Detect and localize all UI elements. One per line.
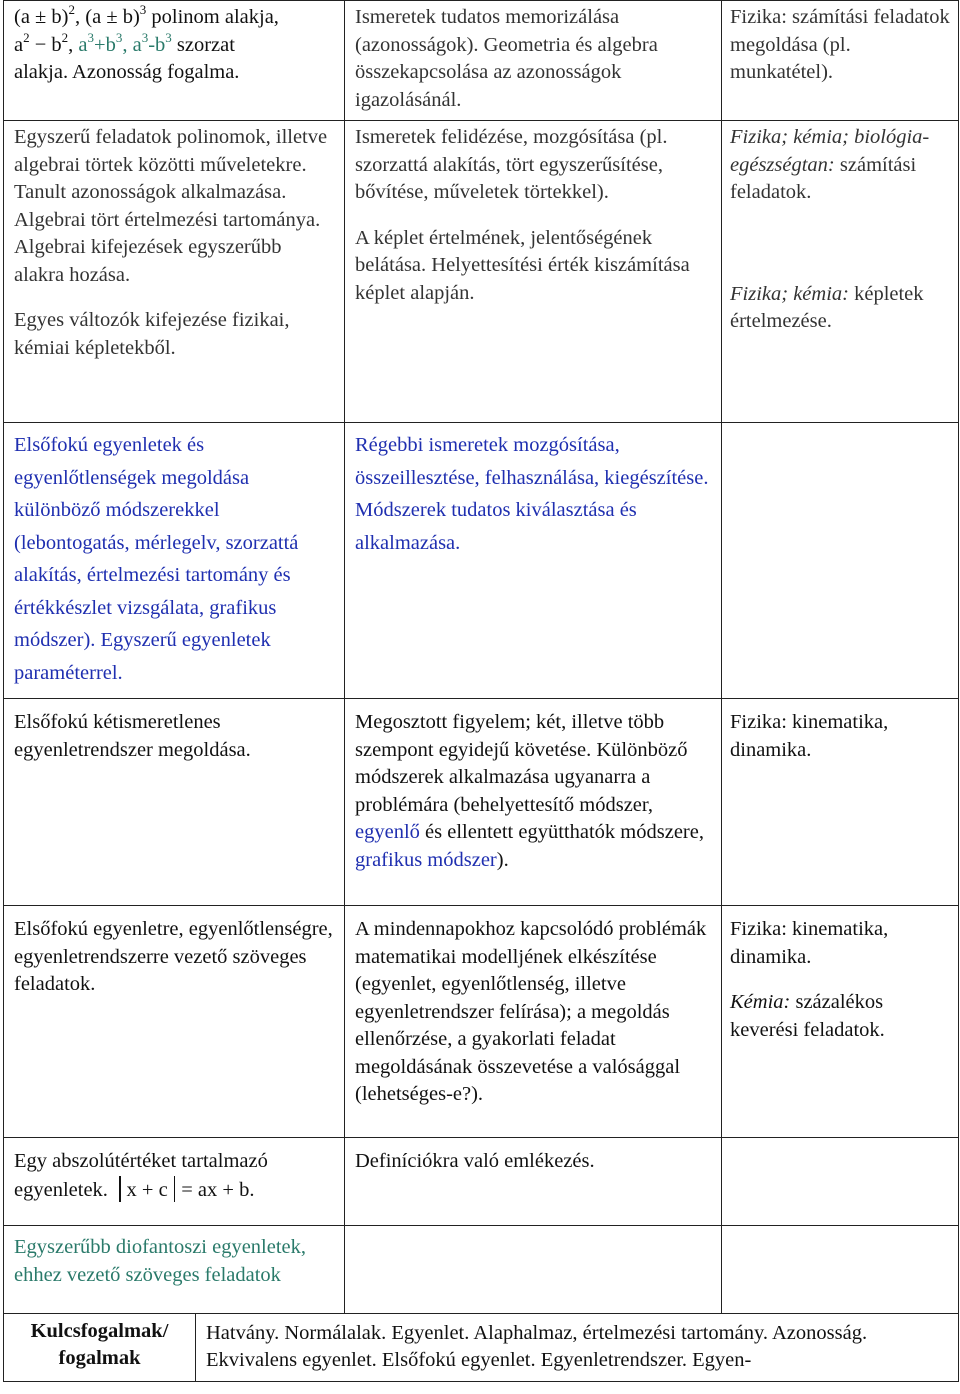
connections-paragraph: Fizika: kinematika, dinamika. bbox=[730, 918, 889, 968]
absolute-value-formula: x + c = ax + b. bbox=[113, 1179, 254, 1201]
connections-cell bbox=[722, 906, 959, 1138]
connections-cell bbox=[722, 1226, 959, 1314]
connections-cell: Fizika: számítási feladatok megoldása (pl. munkatétel). bbox=[722, 1, 959, 121]
table-row bbox=[4, 1138, 959, 1226]
topic-cell: Elsőfokú egyenletek és egyenlőtlenségek megoldása különböző módszerekkel (lebontogatás, mérlegelv, szorzattá alakítás, értelmezési tartomány és értékkészlet vizsgálata, grafikus módszer). Egyszerű egyenletek paraméterrel. bbox=[4, 423, 345, 699]
skills-paragraph: Ismeretek felidézése, mozgósítása (pl. szorzattá alakítás, tört egyszerűsítése, bővítése, műveletek törtekkel). bbox=[355, 126, 668, 203]
formula-line: $(a \pm b)^2$, $(a \pm b)^3$ polinom alakja, bbox=[14, 2, 279, 28]
skills-cell bbox=[345, 1226, 722, 1314]
connections-cell bbox=[722, 423, 959, 699]
table-row bbox=[4, 1, 959, 121]
table-row bbox=[4, 121, 959, 423]
topic-cell: Egy abszolútértéket tartalmazó egyenletek. x + c = ax + b. bbox=[4, 1138, 345, 1226]
table-row bbox=[4, 423, 959, 699]
topic-cell bbox=[4, 1, 345, 121]
connections-paragraph: Fizika; kémia: képletek értelmezése. bbox=[730, 282, 924, 332]
abs-bar-left bbox=[119, 1176, 121, 1202]
topic-cell: Elsőfokú kétismeretlenes egyenletrendszer megoldása. bbox=[4, 699, 345, 906]
topic-paragraph: Egyszerű feladatok polinomok, illetve algebrai törtek közötti műveletekre. Tanult azonosságok alkalmazása. Algebrai tört értelmezési tartománya. Algebrai kifejezések egyszerűbb alakra hozása. bbox=[14, 126, 328, 286]
topic-cell bbox=[4, 121, 345, 423]
skills-cell: Megosztott figyelem; két, illetve több szempont egyidejű követése. Különböző módszerek alkalmazása ugyanarra a problémára (behelyettesítő módszer, egyenlő és ellentett együtthatók módszere, grafikus módszer). bbox=[345, 699, 722, 906]
key-concepts-text: Hatvány. Normálalak. Egyenlet. Alaphalmaz, értelmezési tartomány. Azonosság. Ekvivalens egyenlet. Elsőfokú egyenlet. Egyenletrendszer. Egyen- bbox=[196, 1313, 959, 1381]
connections-cell bbox=[722, 1138, 959, 1226]
skills-cell: Definíciókra való emlékezés. bbox=[345, 1138, 722, 1226]
key-concepts-label: Kulcsfogalmak/ fogalmak bbox=[4, 1313, 196, 1381]
table-row bbox=[4, 699, 959, 906]
skills-cell: A mindennapokhoz kapcsolódó problémák matematikai modelljének elkészítése (egyenlet, egyenlőtlenség, illetve egyenletrendszer felírása); a megoldás ellenőrzése, a gyakorlati feladat megoldásának összevetése a valósággal (lehetséges-e?). bbox=[345, 906, 722, 1138]
table-row bbox=[4, 906, 959, 1138]
connections-paragraph: Kémia: százalékos keverési feladatok. bbox=[730, 991, 885, 1041]
skills-cell: Régebbi ismeretek mozgósítása, összeillesztése, felhasználása, kiegészítése. Módszerek tudatos kiválasztása és alkalmazása. bbox=[345, 423, 722, 699]
curriculum-table bbox=[3, 0, 959, 1314]
connections-cell bbox=[722, 121, 959, 423]
connections-paragraph: Fizika; kémia; biológia-egészségtan: számítási feladatok. bbox=[730, 126, 930, 203]
topic-paragraph: Egyes változók kifejezése fizikai, kémiai képletekből. bbox=[14, 309, 290, 359]
abs-bar-right bbox=[174, 1176, 176, 1202]
key-concepts-table bbox=[3, 1313, 959, 1382]
topic-cell: Elsőfokú egyenletre, egyenlőtlenségre, egyenletrendszerre vezető szöveges feladatok. bbox=[4, 906, 345, 1138]
connections-cell: Fizika: kinematika, dinamika. bbox=[722, 699, 959, 906]
skills-paragraph: A képlet értelmének, jelentőségének belátása. Helyettesítési érték kiszámítása képlet alapján. bbox=[355, 226, 690, 304]
formula-line: alakja. Azonosság fogalma. bbox=[14, 61, 240, 83]
formula-line: $a^2 - b^2$, $a^3+b^3$, $a^3-b^3$ szorzat bbox=[14, 29, 235, 56]
table-row bbox=[4, 1226, 959, 1314]
skills-cell: Ismeretek tudatos memorizálása (azonosságok). Geometria és algebra összekapcsolása az azonosságok igazolásánál. bbox=[345, 1, 722, 121]
skills-cell bbox=[345, 121, 722, 423]
topic-cell: Egyszerűbb diofantoszi egyenletek, ehhez vezető szöveges feladatok bbox=[4, 1226, 345, 1314]
table-row bbox=[4, 1313, 959, 1381]
